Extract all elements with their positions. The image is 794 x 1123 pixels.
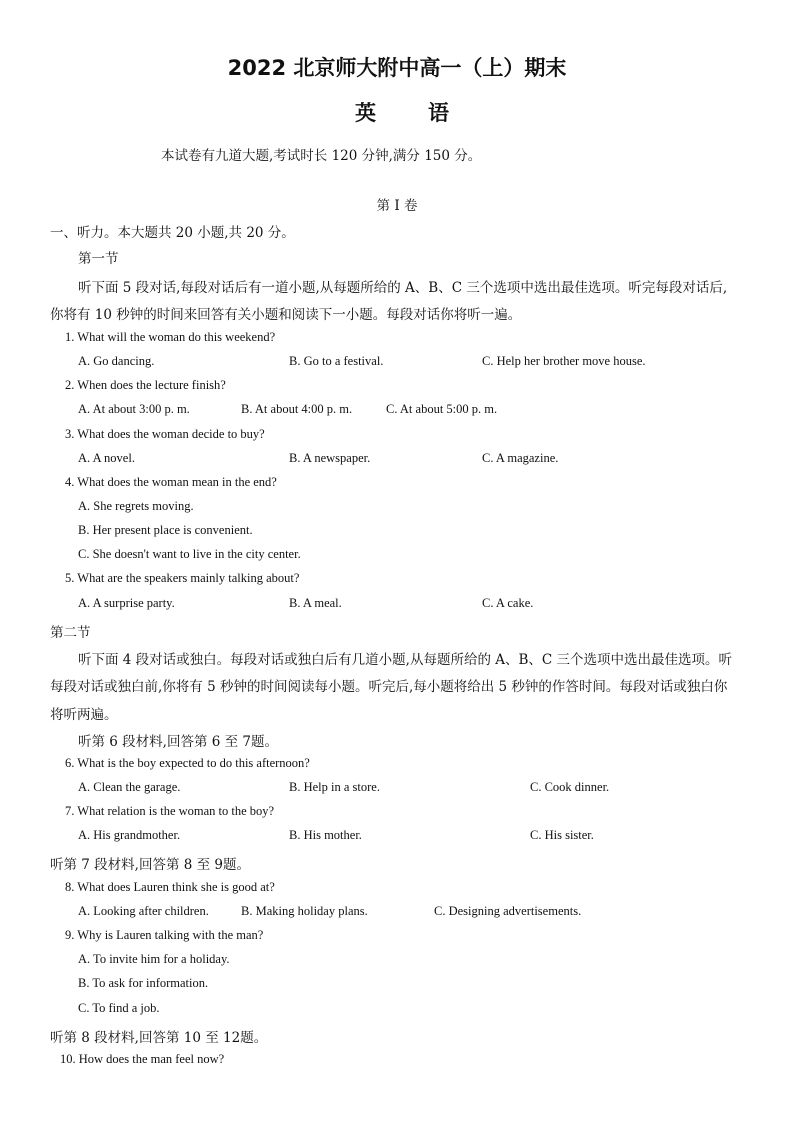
- section-instructions: 每段对话或独白前,你将有 5 秒钟的时间阅读每小题。听完后,每小题将给出 5 秒钟的作答时间。每段对话或独白你: [50, 679, 728, 695]
- section-instructions: 听下面 5 段对话,每段对话后有一道小题,从每题所给的 A、B、C 三个选项中选出最佳选项。听完每段对话后,: [78, 280, 728, 296]
- question-stem: 1. What will the woman do this weekend?: [65, 330, 276, 344]
- option-a: A. She regrets moving.: [78, 499, 194, 513]
- subject-char-1: 英: [355, 101, 376, 125]
- option-c: C. A magazine.: [482, 451, 559, 465]
- section-instructions: 将听两遍。: [50, 707, 118, 723]
- option-a: A. Clean the garage.: [78, 780, 181, 794]
- question-stem: 6. What is the boy expected to do this afternoon?: [65, 756, 310, 770]
- subject-char-2: 语: [428, 101, 449, 125]
- question-stem: 7. What relation is the woman to the boy?: [65, 804, 275, 818]
- material-note: 听第 7 段材料,回答第 8 至 9题。: [50, 857, 251, 873]
- option-b: B. A newspaper.: [289, 451, 371, 465]
- part-heading: 一、听力。本大题共 20 小题,共 20 分。: [50, 225, 295, 241]
- option-c: C. His sister.: [530, 828, 594, 842]
- question-stem: 2. When does the lecture finish?: [65, 378, 226, 392]
- section-instructions: 听下面 4 段对话或独白。每段对话或独白后有几道小题,从每题所给的 A、B、C 三个选项中选出最佳选项。听: [78, 652, 733, 668]
- option-a: A. A novel.: [78, 451, 135, 465]
- question-stem: 9. Why is Lauren talking with the man?: [65, 928, 264, 942]
- option-a: A. To invite him for a holiday.: [78, 952, 230, 966]
- option-a: A. At about 3:00 p. m.: [78, 402, 190, 416]
- question-stem: 8. What does Lauren think she is good at?: [65, 880, 275, 894]
- option-c: C. Cook dinner.: [530, 780, 610, 794]
- exam-info: 本试卷有九道大题,考试时长 120 分钟,满分 150 分。: [161, 148, 482, 164]
- option-a: A. Go dancing.: [78, 354, 155, 368]
- question-stem: 4. What does the woman mean in the end?: [65, 475, 277, 489]
- option-b: B. A meal.: [289, 596, 342, 610]
- exam-title: 2022 北京师大附中高一（上）期末: [227, 56, 567, 80]
- option-a: A. Looking after children.: [78, 904, 209, 918]
- section-label: 第一节: [78, 251, 119, 267]
- option-b: B. Go to a festival.: [289, 354, 384, 368]
- option-b: B. Making holiday plans.: [241, 904, 368, 918]
- option-c: C. To find a job.: [78, 1001, 160, 1015]
- question-stem: 5. What are the speakers mainly talking about?: [65, 571, 300, 585]
- option-a: A. A surprise party.: [78, 596, 175, 610]
- option-c: C. At about 5:00 p. m.: [386, 402, 498, 416]
- option-b: B. Help in a store.: [289, 780, 380, 794]
- option-b: B. To ask for information.: [78, 976, 209, 990]
- option-c: C. She doesn't want to live in the city center.: [78, 547, 301, 561]
- section-label: 第二节: [50, 625, 91, 641]
- option-b: B. At about 4:00 p. m.: [241, 402, 353, 416]
- material-note: 听第 8 段材料,回答第 10 至 12题。: [50, 1030, 268, 1046]
- option-b: B. Her present place is convenient.: [78, 523, 253, 537]
- option-c: C. Help her brother move house.: [482, 354, 646, 368]
- option-a: A. His grandmother.: [78, 828, 181, 842]
- option-b: B. His mother.: [289, 828, 362, 842]
- question-stem: 3. What does the woman decide to buy?: [65, 427, 265, 441]
- material-note: 听第 6 段材料,回答第 6 至 7题。: [78, 734, 279, 750]
- question-stem: 10. How does the man feel now?: [60, 1052, 225, 1066]
- volume-heading: 第 I 卷: [376, 198, 418, 214]
- section-instructions: 你将有 10 秒钟的时间来回答有关小题和阅读下一小题。每段对话你将听一遍。: [50, 307, 522, 323]
- option-c: C. Designing advertisements.: [434, 904, 582, 918]
- option-c: C. A cake.: [482, 596, 534, 610]
